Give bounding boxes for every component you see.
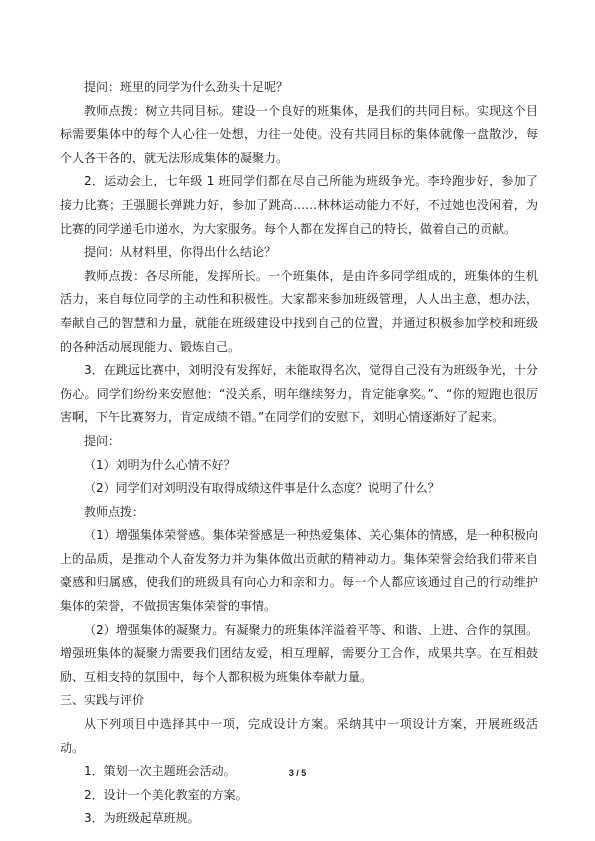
paragraph-question-2: 提问：从材料里，你得出什么结论？ [84, 245, 277, 260]
paragraph-tip-3-item-1: （1）增强集体荣誉感。集体荣誉感是一种热爱集体、关心集体的情感，是一种积极向上的品质，是推动个人奋发努力并为集体做出贡献的精神动力。集体荣誉会给我们带来自豪感和归属感，使我们的班级具有向心力和亲和力。每一个人都应该通过自己的行动维护集体的荣誉，不做损害集体荣誉的事情。 [60, 528, 538, 614]
list-item-practice-3: 3．为班级起草班规。 [84, 811, 200, 826]
paragraph-question-3: 提问： [84, 433, 121, 448]
paragraph-question-1: 提问：班里的同学为什么劲头十足呢？ [84, 80, 289, 94]
list-item-practice-1: 1．策划一次主题班会活动。 [84, 764, 236, 779]
paragraph-question-3-item-1: （1）刘明为什么心情不好？ [84, 457, 236, 472]
paragraph-teacher-tip-3: 教师点拨： [84, 504, 145, 519]
paragraph-tip-3-item-2: （2）增强集体的凝聚力。有凝聚力的班集体洋溢着平等、和谐、上进、合作的氛围。增强班集体的凝聚力需要我们团结友爱，相互理解，需要分工合作，成果共享。在互相鼓励、互相支持的氛围中，每个人都积极为班集体奉献力量。 [60, 622, 538, 684]
list-item-practice-2: 2．设计一个美化教室的方案。 [84, 787, 248, 802]
paragraph-teacher-tip-1: 教师点拨：树立共同目标。建设一个良好的班集体，是我们的共同目标。实现这个目标需要集体中的每个人心往一处想，力往一处使。没有共同目标的集体就像一盘散沙，每个人各干各的，就无法形成集体的凝聚力。 [60, 103, 538, 165]
document-body [60, 76, 538, 831]
section-heading-practice: 三、实践与评价 [60, 693, 145, 708]
paragraph-teacher-tip-2: 教师点拨：各尽所能，发挥所长。一个班集体，是由许多同学组成的，班集体的生机活力，来自每位同学的主动性和积极性。大家都来参加班级管理，人人出主意，想办法，奉献自己的智慧和力量，就能在班级建设中找到自己的位置，并通过积极参加学校和班级的各种活动展现能力、锻炼自己。 [60, 268, 538, 354]
page-number: 3 / 5 [288, 768, 307, 778]
paragraph-practice-intro: 从下列项目中选择其中一项，完成设计方案。采纳其中一项设计方案，开展班级活动。 [60, 717, 538, 755]
paragraph-question-3-item-2: （2）同学们对刘明没有取得成绩这件事是什么态度？说明了什么？ [84, 481, 440, 496]
paragraph-case-3: 3．在跳远比赛中，刘明没有发挥好，未能取得名次，觉得自己没有为班级争光，十分伤心。同学们纷纷来安慰他：“没关系，明年继续努力，肯定能拿奖。”、“你的短跑也很厉害啊，下午比赛努力，肯定成绩不错。”在同学们的安慰下，刘明心情逐渐好了起来。 [60, 363, 538, 425]
paragraph-case-2: 2．运动会上，七年级 1 班同学们都在尽自己所能为班级争光。李玲跑步好，参加了接力比赛；王强腿长弹跳力好，参加了跳高……林林运动能力不好，不过她也没闲着，为比赛的同学递毛巾递水，为大家服务。每个人都在发挥自己的特长，做着自己的贡献。 [60, 174, 538, 236]
